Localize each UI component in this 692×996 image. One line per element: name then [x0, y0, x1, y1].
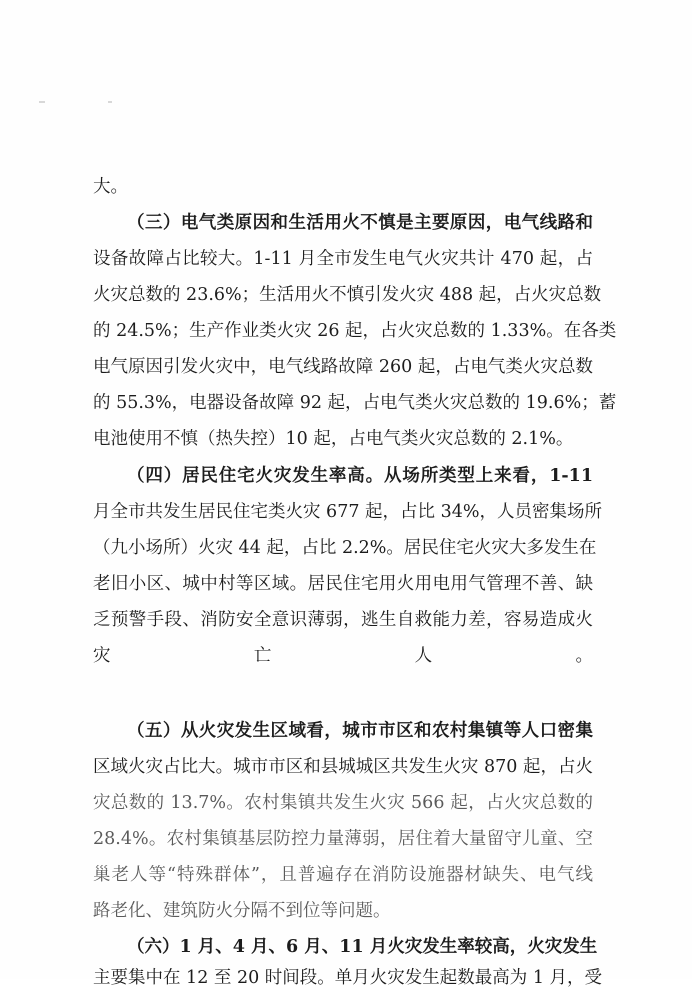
section-heading-4: （四）居民住宅火灾发生率高。从场所类型上来看，1-11 [127, 466, 593, 486]
text-line: 电气原因引发火灾中，电气线路故障 260 起，占电气类火灾总数 [93, 357, 593, 377]
section-heading-3: （三）电气类原因和生活用火不慎是主要原因，电气线路和 [127, 213, 593, 233]
scan-speck [108, 101, 112, 103]
text-line: 乏预警手段、消防安全意识薄弱，逃生自救能力差，容易造成火 [93, 610, 593, 630]
text-line: 灾亡人。 [93, 646, 593, 666]
text-line: 区域火灾占比大。城市市区和县城城区共发生火灾 870 起，占火 [93, 757, 593, 777]
text-line: 火灾总数的 23.6%；生活用火不慎引发火灾 488 起，占火灾总数 [93, 285, 602, 305]
text-line: 路老化、建筑防火分隔不到位等问题。 [93, 901, 391, 921]
text-line [93, 674, 593, 710]
text-line: 老旧小区、城中村等区域。居民住宅用火用电用气管理不善、缺 [93, 574, 593, 594]
section-heading-6: （六）1 月、4 月、6 月、11 月火灾发生率较高，火灾发生 [127, 937, 598, 957]
text-line: 灾总数的 13.7%。农村集镇共发生火灾 566 起，占火灾总数的 [93, 793, 593, 813]
text-line: 月全市共发生居民住宅类火灾 677 起，占比 34%，人员密集场所 [93, 502, 602, 522]
text-line: 的 55.3%，电器设备故障 92 起，占电气类火灾总数的 19.6%；蓄 [93, 393, 617, 413]
section-heading-5: （五）从火灾发生区域看，城市市区和农村集镇等人口密集 [127, 721, 593, 741]
text-line: 大。 [93, 177, 128, 197]
text-line: 巢老人等“特殊群体”，且普遍存在消防设施器材缺失、电气线 [93, 865, 593, 885]
text-line: 设备故障占比较大。1-11 月全市发生电气火灾共计 470 起，占 [93, 249, 593, 269]
text-line: 主要集中在 12 至 20 时间段。单月火灾发生起数最高为 1 月，受 [93, 968, 603, 988]
scan-speck [39, 101, 45, 103]
text-line: （九小场所）火灾 44 起，占比 2.2%。居民住宅火灾大多发生在 [93, 538, 597, 558]
text-line: 电池使用不慎（热失控）10 起，占电气类火灾总数的 2.1%。 [93, 429, 574, 449]
text-line: 28.4%。农村集镇基层防控力量薄弱，居住着大量留守儿童、空 [93, 829, 593, 849]
text-line: 的 24.5%；生产作业类火灾 26 起，占火灾总数的 1.33%。在各类 [93, 321, 617, 341]
